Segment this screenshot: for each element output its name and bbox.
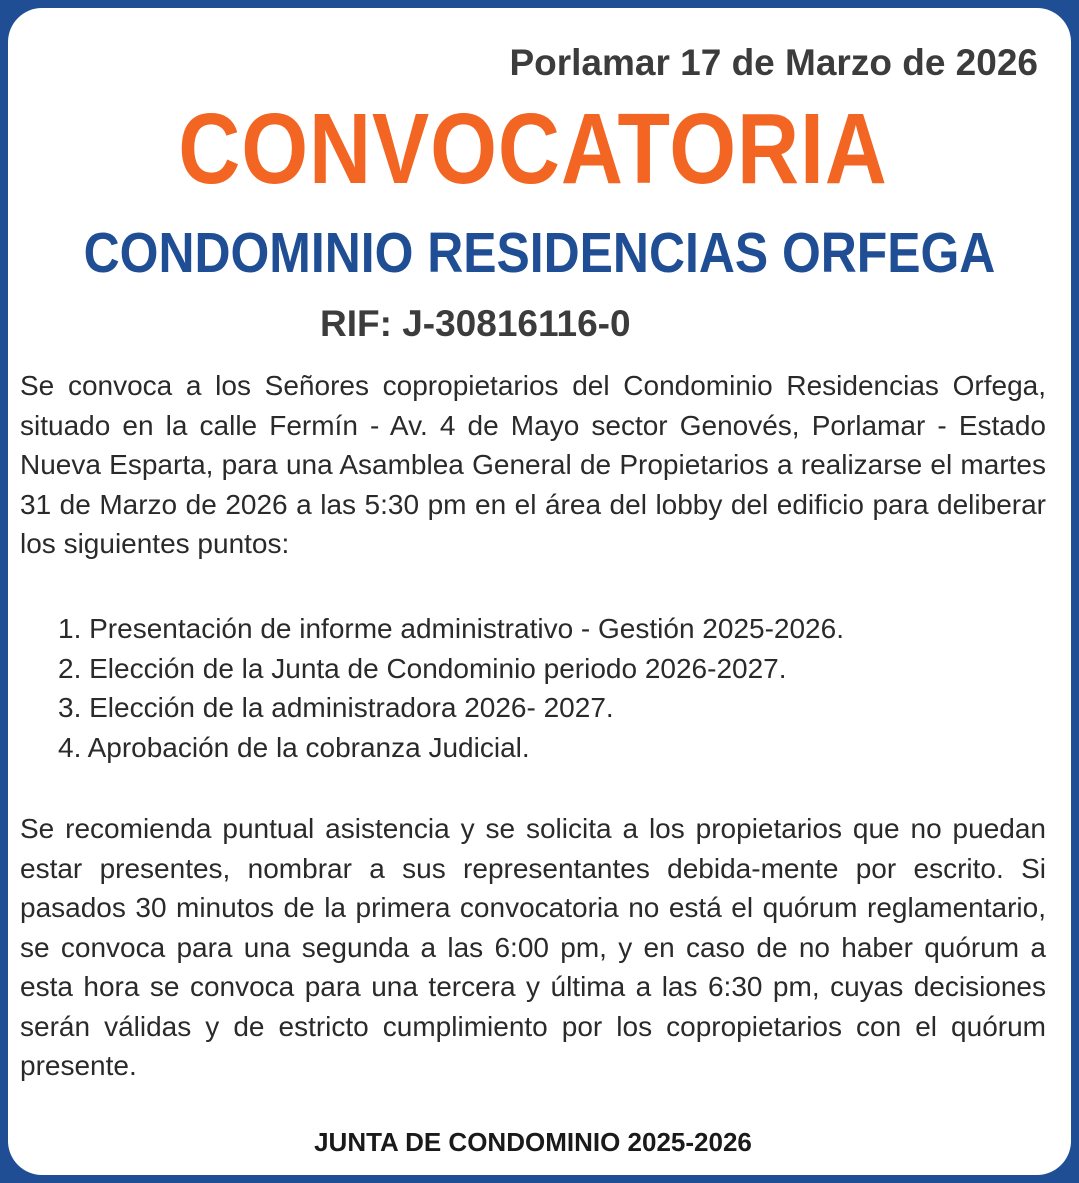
organization-name: CONDOMINIO RESIDENCIAS ORFEGA — [83, 221, 996, 285]
agenda-item: 4. Aprobación de la cobranza Judicial. — [58, 731, 530, 763]
notice-title: CONVOCATORIA — [178, 93, 888, 205]
notice-date: Porlamar 17 de Marzo de 2026 — [509, 42, 1038, 83]
agenda-item: 2. Elección de la Junta de Condominio periodo 2026-2027. — [58, 652, 787, 684]
intro-paragraph: Se convoca a los Señores copropietarios del Condominio Residencias Orfega, situado en la calle Fermín - Av. 4 de Mayo sector Genovés, Porlamar - Estado Nueva Esparta, para una Asamblea General de Propietarios a realizarse el martes 31 de Marzo de 2026 a las 5:30 pm en el área del lobby del edificio para deliberar los siguientes puntos: — [20, 370, 1046, 559]
agenda-list — [58, 609, 844, 767]
rif-number: RIF: J-30816116-0 — [320, 303, 631, 344]
agenda-item: 3. Elección de la administradora 2026- 2027. — [58, 692, 614, 723]
closing-paragraph: Se recomienda puntual asistencia y se solicita a los propietarios que no puedan estar presentes, nombrar a sus representantes debida-mente por escrito. Si pasados 30 minutos de la primera convocatoria no está el quórum reglamentario, se convoca para una segunda a las 6:00 pm, y en caso de no haber quórum a esta hora se convoca para una tercera y última a las 6:30 pm, cuyas decisiones serán válidas y de estricto cumplimiento por los copropietarios con el quórum presente. — [20, 813, 1046, 1081]
agenda-item: 1. Presentación de informe administrativo - Gestión 2025-2026. — [58, 613, 844, 644]
notice-card — [8, 8, 1071, 1175]
signature-line: JUNTA DE CONDOMINIO 2025-2026 — [314, 1127, 752, 1157]
